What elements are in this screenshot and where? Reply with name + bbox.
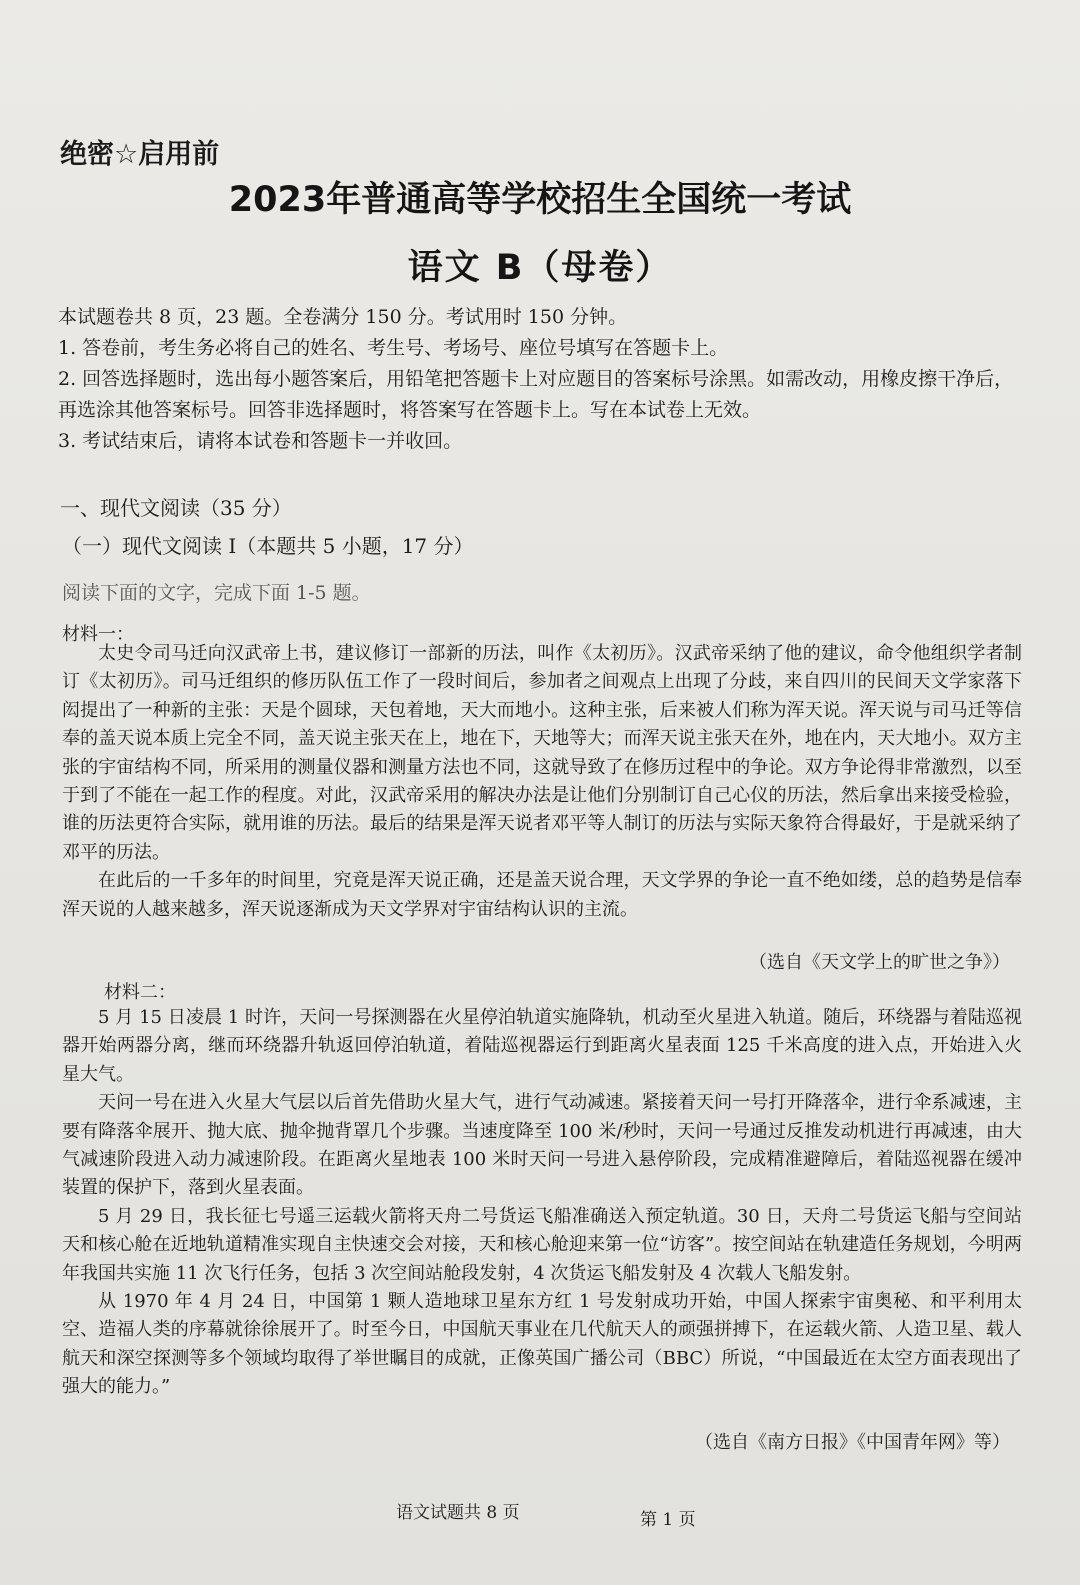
instruction-line: 1. 答卷前，考生务必将自己的姓名、考生号、考场号、座位号填写在答题卡上。 [58,337,729,359]
material-1-text [62,640,1022,924]
material-2-label: 材料二： [104,982,176,1003]
instruction-line: 3. 考试结束后，请将本试卷和答题卡一并收回。 [58,430,463,452]
reading-instruction: 阅读下面的文字，完成下面 1-5 题。 [62,582,371,604]
paragraph: 5 月 15 日凌晨 1 时许，天问一号探测器在火星停泊轨道实施降轨，机动至火星进入轨道。随后，环绕器与着陆巡视器开始两器分离，继而环绕器升轨返回停泊轨道，着陆巡视器运行到距离火星表面 125 千米高度的进入点，开始进入火星大气。 [62,1007,1022,1085]
confidential-mark: 绝密☆启用前 [60,139,220,170]
material-1-source: （选自《天文学上的旷世之争》） [749,952,1010,973]
paragraph: 在此后的一千多年的时间里，究竟是浑天说正确，还是盖天说合理，天文学界的争论一直不绝如缕，总的趋势是信奉浑天说的人越来越多，浑天说逐渐成为天文学界对宇宙结构认识的主流。 [62,870,1022,920]
paragraph: 太史令司马迁向汉武帝上书，建议修订一部新的历法，叫作《太初历》。汉武帝采纳了他的建议，命令他组织学者制订《太初历》。司马迁组织的修历队伍工作了一段时间后，参加者之间观点上出现了分歧，来自四川的民间天文学家落下闳提出了一种新的主张：天是个圆球，天包着地，天大而地小。这种主张，后来被人们称为浑天说。浑天说与司马迁等信奉的盖天说本质上完全不同，盖天说主张天在上，地在下，天地等大；而浑天说主张天在外，地在内，天大地小。双方主张的宇宙结构不同，所采用的测量仪器和测量方法也不同，这就导致了在修历过程中的争论。双方争论得非常激烈，以至于到了不能在一起工作的程度。对此，汉武帝采用的解决办法是让他们分别制订自己心仪的历法，然后拿出来接受检验，谁的历法更符合实际，就用谁的历法。最后的结果是浑天说者邓平等人制订的历法与实际天象符合得最好，于是就采纳了邓平的历法。 [62,643,1022,863]
exam-subtitle: 语文 B（母卷） [407,248,673,288]
material-2-source: （选自《南方日报》《中国青年网》等） [695,1432,1010,1453]
material-2-text [62,1004,1022,1402]
page-count-footer: 语文试题共 8 页 [396,1503,520,1523]
exam-title: 2023年普通高等学校招生全国统一考试 [228,180,852,220]
instruction-line: 本试题卷共 8 页，23 题。全卷满分 150 分。考试用时 150 分钟。 [58,306,628,328]
paragraph: 从 1970 年 4 月 24 日，中国第 1 颗人造地球卫星东方红 1 号发射成功开始，中国人探索宇宙奥秘、和平利用太空、造福人类的序幕就徐徐展开了。时至今日，中国航天事业在几代航天人的顽强拼搏下，在运载火箭、人造卫星、载人航天和深空探测等多个领域均取得了举世瞩目的成就，正像英国广播公司（BBC）所说，“中国最近在太空方面表现出了强大的能力。” [62,1291,1022,1398]
page-number-footer: 第 1 页 [640,1510,696,1530]
material-1-label: 材料一： [62,624,134,645]
subsection-heading: （一）现代文阅读 I（本题共 5 小题，17 分） [62,534,474,558]
section-heading: 一、现代文阅读（35 分） [60,496,292,520]
paragraph: 5 月 29 日，我长征七号遥三运载火箭将天舟二号货运飞船准确送入预定轨道。30 日，天舟二号货运飞船与空间站天和核心舱在近地轨道精准实现自主快速交会对接，天和核心舱迎来第一位“访客”。按空间站在轨建造任务规划，今明两年我国共实施 11 次飞行任务，包括 3 次空间站舱段发射，4 次货运飞船发射及 4 次载人飞船发射。 [62,1205,1022,1284]
exam-instructions [58,302,1030,457]
instruction-line: 2. 回答选择题时，选出每小题答案后，用铅笔把答题卡上对应题目的答案标号涂黑。如需改动，用橡皮擦干净后，再选涂其他答案标号。回答非选择题时，将答案写在答题卡上。写在本试卷上无效。 [58,368,1014,421]
paragraph: 天问一号在进入火星大气层以后首先借助火星大气，进行气动减速。紧接着天问一号打开降落伞，进行伞系减速，主要有降落伞展开、抛大底、抛伞抛背罩几个步骤。当速度降至 100 米/秒时，天问一号通过反推发动机进行再减速，由大气减速阶段进入动力减速阶段。在距离火星地表 100 米时天问一号进入悬停阶段，完成精准避障后，着陆巡视器在缓冲装置的保护下，落到火星表面。 [62,1092,1022,1199]
